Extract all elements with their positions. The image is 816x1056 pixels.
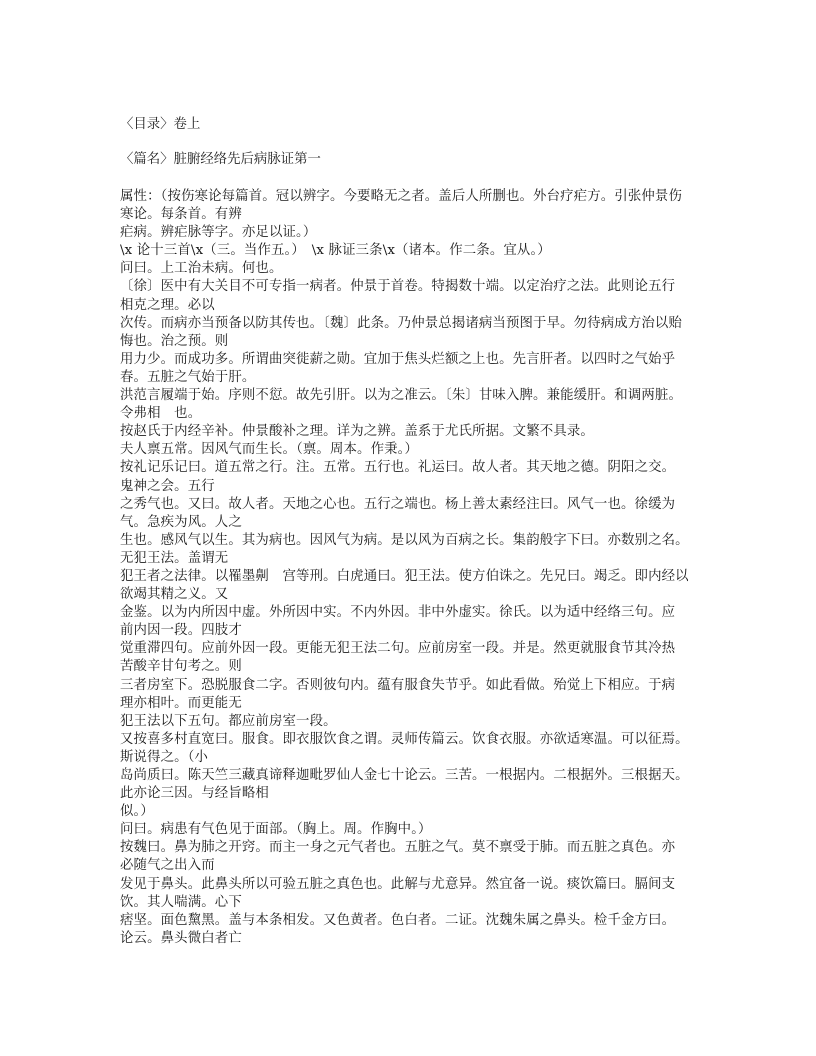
text-line: 生也。感风气以生。其为病也。因风气为病。是以风为百病之长。集韵般字下曰。亦数别之名。 bbox=[120, 532, 689, 548]
text-line: 似。） bbox=[120, 804, 154, 820]
text-line: 此亦论三因。与经旨略相 bbox=[120, 786, 269, 802]
text-line: 相克之理。必以 bbox=[120, 297, 215, 313]
text-line: 用力少。而成功多。所谓曲突徙薪之勋。宜加于焦头烂额之上也。先言肝者。以四时之气始乎 bbox=[120, 351, 676, 367]
text-line: 按魏曰。鼻为肺之开窍。而主一身之元气者也。五脏之气。莫不禀受于肺。而五脏之真色。亦 bbox=[120, 840, 676, 856]
body-text bbox=[120, 188, 710, 948]
text-line: 岛尚质曰。陈天竺三藏真谛释迦毗罗仙人金七十论云。三苦。一根据内。二根据外。三根据天。 bbox=[120, 768, 689, 783]
text-line: 疟病。辨疟脉等字。亦足以证。） bbox=[120, 225, 317, 241]
text-line: 令弗相 也。 bbox=[120, 406, 202, 422]
text-line: 之秀气也。又曰。故人者。天地之心也。五行之端也。杨上善太素经注曰。风气一也。徐缓为 bbox=[120, 496, 676, 512]
text-line: 金鉴。以为内所因中虚。外所因中实。不内外因。非中外虚实。徐氏。以为适中经络三句。应 bbox=[120, 605, 676, 621]
text-line: 次传。而病亦当预备以防其传也。〔魏〕此条。乃仲景总揭诸病当预图于早。勿待病成方治以贻 bbox=[120, 315, 683, 331]
text-line: 三者房室下。恐脱服食二字。否则彼句内。蕴有服食失节乎。如此看做。殆觉上下相应。于病 bbox=[120, 677, 676, 693]
chapter-heading: 〈篇名〉脏腑经络先后病脉证第一 bbox=[120, 152, 321, 167]
text-line: 按赵氏于内经辛补。仲景酸补之理。详为之辨。盖系于尤氏所据。文繁不具录。 bbox=[120, 424, 594, 440]
text-line: 前内因一段。四肢才 bbox=[120, 623, 242, 639]
text-line: 气。急疾为风。人之 bbox=[120, 514, 242, 530]
text-line: 寒论。每条首。有辨 bbox=[120, 207, 242, 223]
text-line: 洪范言履端于始。序则不愆。故先引肝。以为之准云。〔朱〕甘味入脾。兼能缓肝。和调两脏。 bbox=[120, 388, 683, 404]
text-line: 欲竭其精之义。又 bbox=[120, 587, 229, 603]
text-line: 理亦相叶。而更能无 bbox=[120, 695, 242, 711]
text-line: 痞坚。面色黧黑。盖与本条相发。又色黄者。色白者。二证。沈魏朱属之鼻头。检千金方曰。 bbox=[120, 912, 676, 928]
text-line: 斯说得之。（小 bbox=[120, 749, 209, 765]
text-line: 又按喜多村直宽曰。服食。即衣服饮食之谓。灵师传篇云。饮食衣服。亦欲适寒温。可以征焉。 bbox=[120, 731, 689, 747]
text-line: 按礼记乐记曰。道五常之行。注。五常。五行也。礼运曰。故人者。其天地之德。阴阳之交。 bbox=[120, 460, 676, 476]
text-line: 发见于鼻头。此鼻头所以可验五脏之真色也。此解与尤意异。然宜备一说。痰饮篇曰。膈间支 bbox=[120, 876, 676, 892]
text-line: 春。五脏之气始于肝。 bbox=[120, 369, 256, 385]
text-line: \x 论十三首\x（三。当作五。） \x 脉证三条\x（诸本。作二条。宜从。） bbox=[120, 243, 551, 259]
text-line: 苦酸辛甘句考之。则 bbox=[120, 659, 242, 675]
text-line: 论云。鼻头微白者亡 bbox=[120, 930, 242, 946]
text-line: 犯王法以下五句。都应前房室一段。 bbox=[120, 713, 337, 729]
text-line: 必随气之出入而 bbox=[120, 858, 215, 874]
toc-heading: 〈目录〉卷上 bbox=[120, 117, 201, 132]
text-line: 悔也。治之预。则 bbox=[120, 333, 229, 349]
text-line: 属性：（按伤寒论每篇首。冠以辨字。今要略无之者。盖后人所删也。外台疗疟方。引张仲景伤 bbox=[120, 189, 683, 204]
text-line: 觉重滞四句。应前外因一段。更能无犯王法二句。应前房室一段。并是。然更就服食节其冷热 bbox=[120, 641, 676, 657]
text-line: 犯王者之法律。以罹墨劓 宫等刑。白虎通曰。犯王法。使方伯诛之。先兄曰。竭乏。即内经以 bbox=[120, 568, 689, 584]
text-line: 鬼神之会。五行 bbox=[120, 478, 215, 494]
text-line: 〔徐〕医中有大关目不可专指一病者。仲景于首卷。特揭数十端。以定治疗之法。此则论五行 bbox=[120, 279, 676, 295]
text-line: 问曰。病患有气色见于面部。（胸上。周。作胸中。） bbox=[120, 822, 432, 838]
document-page bbox=[120, 116, 710, 948]
text-line: 无犯王法。盖谓无 bbox=[120, 550, 229, 566]
text-line: 问曰。上工治未病。何也。 bbox=[120, 261, 283, 277]
text-line: 夫人禀五常。因风气而生长。（禀。周本。作秉。） bbox=[120, 442, 419, 458]
text-line: 饮。其人喘满。心下 bbox=[120, 894, 242, 910]
